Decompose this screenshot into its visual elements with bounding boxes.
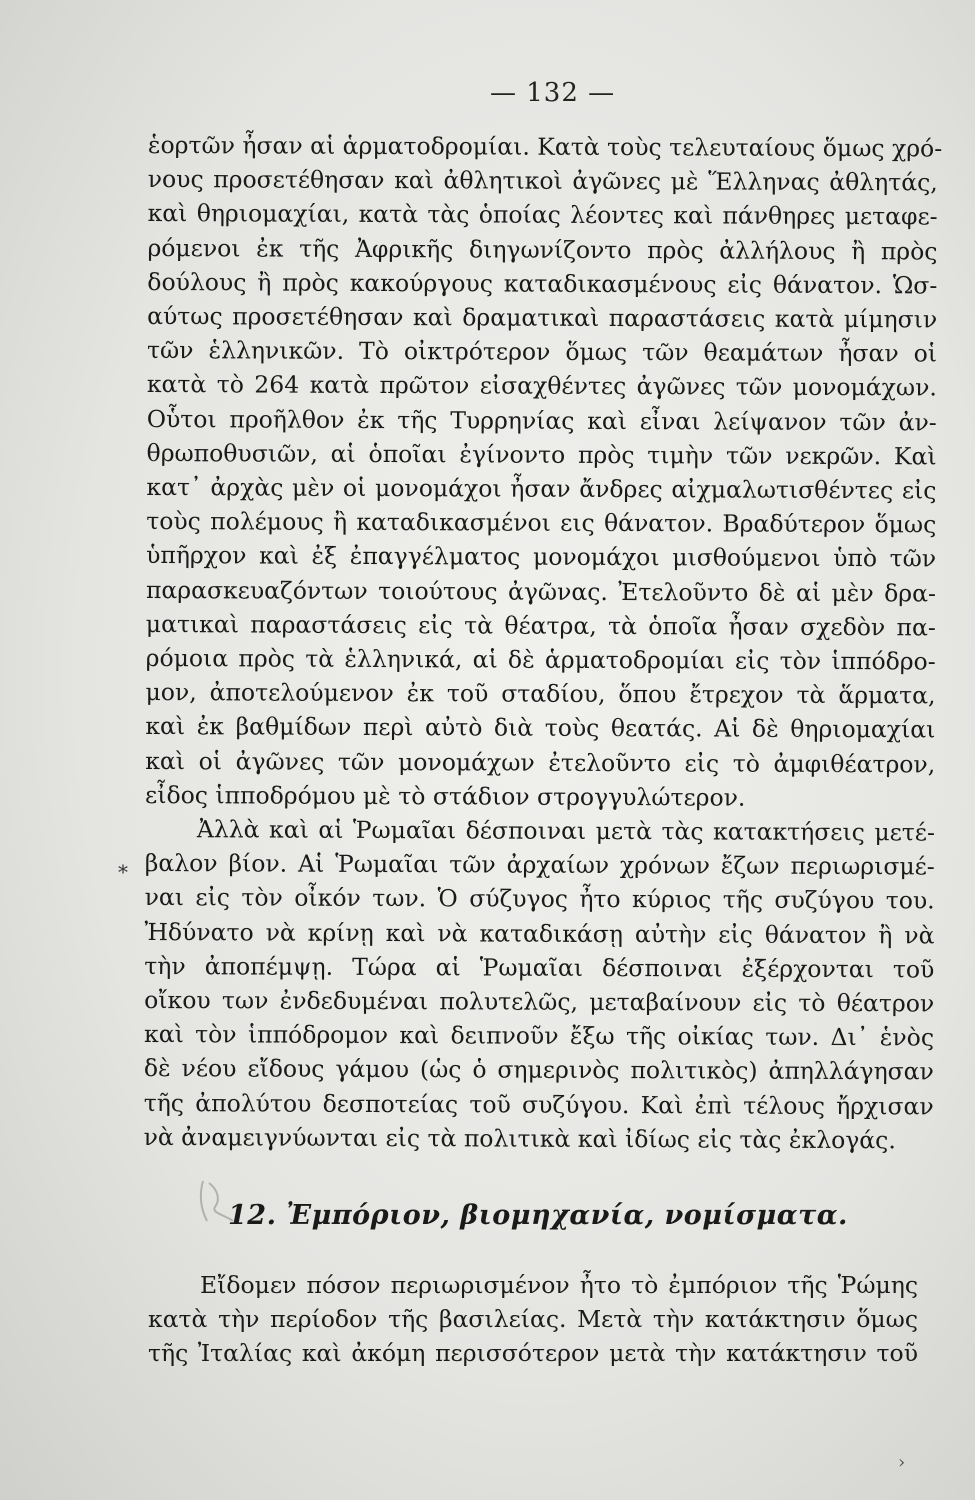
- margin-star-mark: *: [118, 860, 128, 884]
- text-line: τοὺς πολέμους ἢ καταδικασμένοι εις θάνατον. Βραδύτερον ὅμως: [146, 507, 937, 539]
- text-line: τῆς Ἰταλίας καὶ ἀκόμη περισσότερον μετὰ τὴν κατάκτησιν τοῦ: [148, 1339, 918, 1368]
- section-heading: 12. Ἐμπόριον, βιομηχανία, νομίσματα.: [228, 1200, 848, 1231]
- text-line: κατὰ τὴν περίοδον τῆς βασιλείας. Μετὰ τὴν κατάκτησιν ὅμως: [148, 1305, 918, 1334]
- text-line: ἑορτῶν ἦσαν αἱ ἁρματοδρομίαι. Κατὰ τοὺς τελευταίους ὅμως χρό-: [147, 130, 943, 163]
- text-line: κατὰ τὸ 264 κατὰ πρῶτον εἰσαχθέντες ἀγῶνες τῶν μονομάχων.: [146, 370, 937, 402]
- text-line: καὶ θηριομαχίαι, κατὰ τὰς ὁποίας λέοντες καὶ πάνθηρες μεταφε-: [147, 199, 938, 231]
- text-line: Ἠδύνατο νὰ κρίνῃ καὶ νὰ καταδικάσῃ αὐτὴν εἰς θάνατον ἢ νὰ: [144, 917, 935, 950]
- text-line: οἴκου των ἐνδεδυμέναι πολυτελῶς, μεταβαίνουν εἰς τὸ θέατρον: [144, 986, 935, 1018]
- text-line: δούλους ἢ πρὸς κακούργους καταδικασμένους εἰς θάνατον. Ὡσ-: [147, 267, 938, 300]
- text-line: τῆς ἀπολύτου δεσποτείας τοῦ συζύγου. Καὶ ἐπὶ τέλους ἤρχισαν: [143, 1088, 934, 1121]
- text-line: παρασκευαζόντων τοιούτους ἀγῶνας. Ἐτελοῦντο δὲ αἱ μὲν δρα-: [145, 575, 937, 608]
- text-line: καὶ τὸν ἱππόδρομον καὶ δειπνοῦν ἔξω τῆς οἰκίας των. Δι᾽ ἑνὸς: [143, 1020, 935, 1052]
- page-number: — 132 —: [490, 78, 616, 108]
- text-line: ματικαὶ παραστάσεις εἰς τὰ θέατρα, τὰ ὁποῖα ἦσαν σχεδὸν πα-: [145, 609, 936, 642]
- text-line: Οὗτοι προῆλθον ἐκ τῆς Τυρρηνίας καὶ εἶναι λείψανον τῶν ἀν-: [146, 404, 937, 437]
- text-line: βαλον βίον. Αἱ Ῥωμαῖαι τῶν ἀρχαίων χρόνων ἔζων περιωρισμέ-: [144, 849, 935, 881]
- text-line: τὴν ἀποπέμψῃ. Τώρα αἱ Ῥωμαῖαι δέσποιναι ἐξέρχονται τοῦ: [144, 951, 935, 984]
- text-line: ρόμοια πρὸς τὰ ἑλληνικά, αἱ δὲ ἁρματοδρομίαι εἰς τὸν ἱππόδρο-: [145, 644, 936, 676]
- text-line: τῶν ἑλληνικῶν. Τὸ οἰκτρότερον ὅμως τῶν θεαμάτων ἦσαν οἱ: [146, 336, 938, 368]
- text-line: θρωποθυσιῶν, αἱ ὁποῖαι ἐγίνοντο πρὸς τιμὴν τῶν νεκρῶν. Καὶ: [146, 438, 937, 471]
- text-line: καὶ ἐκ βαθμίδων περὶ αὐτὸ διὰ τοὺς θεατάς. Αἱ δὲ θηριομαχίαι: [145, 712, 936, 744]
- section-text: [148, 1268, 918, 1371]
- text-line: ναι εἰς τὸν οἶκόν των. Ὁ σύζυγος ἦτο κύριος τῆς συζύγου του.: [144, 883, 935, 915]
- text-line: δὲ νέου εἴδους γάμου (ὡς ὁ σημερινὸς πολιτικὸς) ἀπηλλάγησαν: [143, 1054, 934, 1086]
- text-line: Εἴδομεν πόσον περιωρισμένον ἦτο τὸ ἐμπόριον τῆς Ῥώμης: [200, 1271, 918, 1299]
- text-line: νὰ ἀναμειγνύωνται εἰς τὰ πολιτικὰ καὶ ἰδίως εἰς τὰς ἐκλογάς.: [143, 1122, 896, 1155]
- text-line: ρόμενοι ἐκ τῆς Ἀφρικῆς διηγωνίζοντο πρὸς ἀλλήλους ἢ πρὸς: [147, 233, 938, 266]
- text-line: Ἀλλὰ καὶ αἱ Ῥωμαῖαι δέσποιναι μετὰ τὰς κατακτήσεις μετέ-: [196, 815, 935, 847]
- edge-tick-mark: ›: [898, 1452, 906, 1473]
- text-line: καὶ οἱ ἀγῶνες τῶν μονομάχων ἐτελοῦντο εἰς τὸ ἀμφιθέατρον,: [145, 746, 936, 779]
- text-line: νους προσετέθησαν καὶ ἀθλητικοὶ ἀγῶνες μὲ Ἕλληνας ἀθλητάς,: [147, 165, 938, 197]
- text-line: μον, ἀποτελούμενον ἐκ τοῦ σταδίου, ὅπου ἔτρεχον τὰ ἅρματα,: [145, 678, 936, 710]
- text-line: εἶδος ἱπποδρόμου μὲ τὸ στάδιον στρογγυλώτερον.: [145, 780, 746, 812]
- text-line: αύτως προσετέθησαν καὶ δραματικαὶ παραστάσεις κατὰ μίμησιν: [147, 302, 938, 334]
- text-line: ὑπῆρχον καὶ ἐξ ἐπαγγέλματος μονομάχοι μισθούμενοι ὑπὸ τῶν: [146, 541, 937, 573]
- text-line: κατ᾽ ἀρχὰς μὲν οἱ μονομάχοι ἦσαν ἄνδρες αἰχμαλωτισθέντες εἰς: [146, 473, 937, 505]
- main-text: [143, 128, 943, 1158]
